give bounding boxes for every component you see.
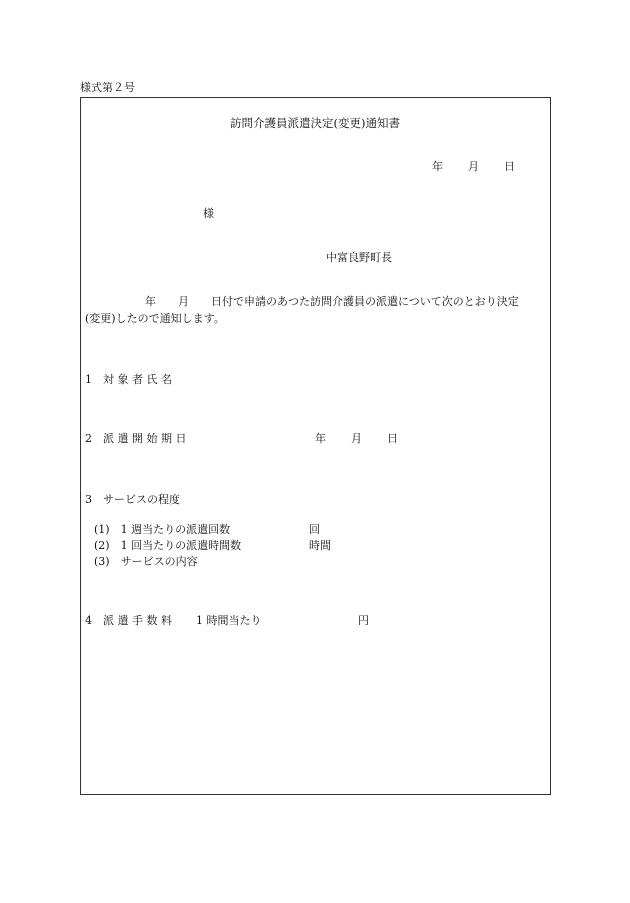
body-text-line2: (変更)したので通知します。: [85, 312, 225, 325]
form-number: 様式第２号: [80, 81, 135, 94]
issuer-name: 中富良野町長: [326, 251, 392, 264]
start-date-day-label: 日: [387, 432, 398, 445]
sub-service-content: (3) サービスの内容: [94, 555, 198, 568]
sub-hours-per-visit: (2) 1 回当たりの派遣時間数: [94, 539, 242, 552]
body-text-rest: 日付で申請のあつた訪問介護員の派遣について次のとおり決定: [211, 295, 519, 308]
item-recipient-name: 1 対 象 者 氏 名: [85, 373, 172, 386]
body-year-label: 年: [145, 295, 156, 308]
start-date-year-label: 年: [315, 432, 326, 445]
fee-unit: 円: [358, 614, 369, 627]
addressee-suffix: 様: [203, 207, 214, 220]
item-dispatch-fee: 4 派 遣 手 数 料: [85, 614, 172, 627]
date-day-label: 日: [504, 160, 515, 173]
date-year-label: 年: [432, 160, 443, 173]
body-month-label: 月: [178, 295, 189, 308]
document-title: 訪問介護員派遣決定(変更)通知書: [230, 116, 400, 130]
sub-visits-per-week: (1) 1 週当たりの派遣回数: [94, 523, 231, 536]
hours-unit: 時間: [309, 539, 331, 552]
date-month-label: 月: [468, 160, 479, 173]
item-service-level: 3 サービスの程度: [85, 493, 180, 506]
start-date-month-label: 月: [351, 432, 362, 445]
visits-unit: 回: [309, 523, 320, 536]
fee-rate-label: 1 時間当たり: [196, 614, 262, 627]
document-frame: [80, 97, 551, 795]
item-start-date: 2 派 遣 開 始 期 日: [85, 432, 187, 445]
body-text-line1: [145, 295, 519, 309]
